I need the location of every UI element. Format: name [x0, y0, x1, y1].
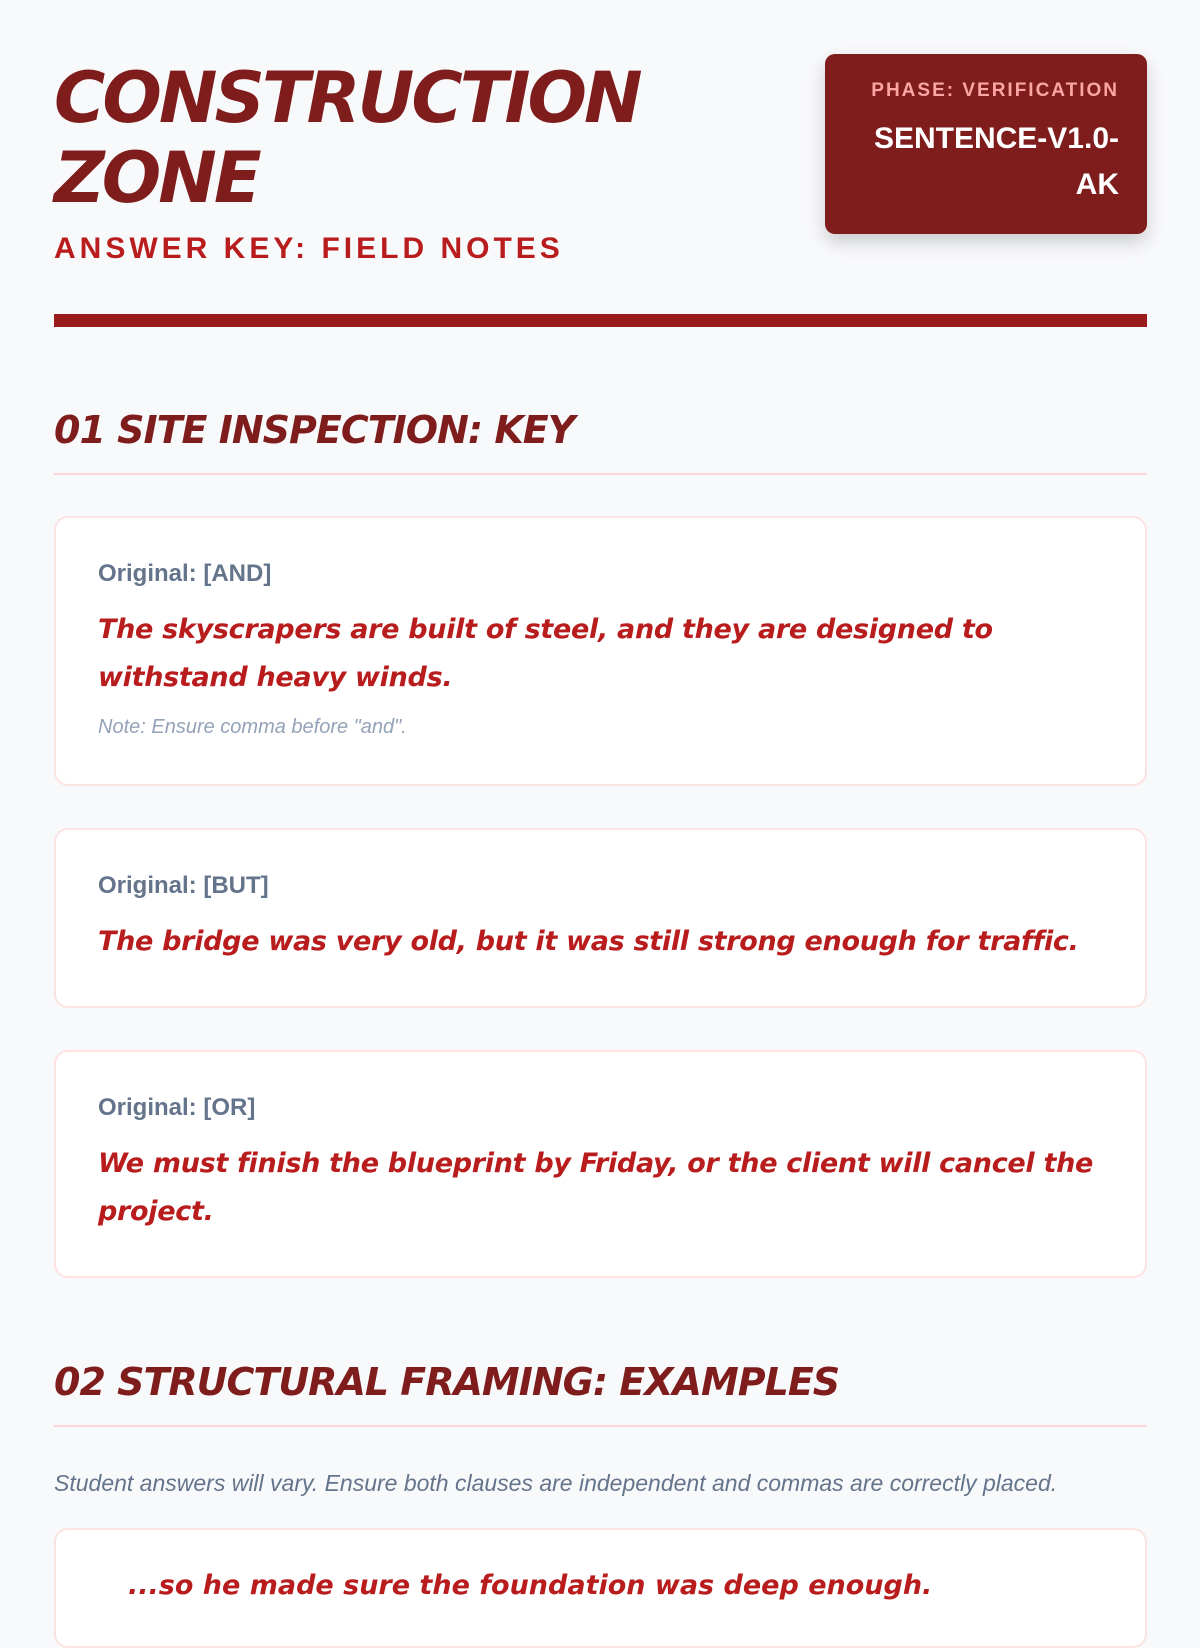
section-divider: [54, 473, 1147, 475]
card-original-label: Original: [BUT]: [98, 872, 269, 899]
card-original-label: Original: [OR]: [98, 1094, 256, 1121]
card-original-label: Original: [AND]: [98, 560, 272, 587]
card-answer-text: The skyscrapers are built of steel, and they are designed to withstand heavy winds.: [98, 614, 993, 693]
page-title: [54, 58, 774, 218]
card-answer-text: The bridge was very old, but it was still strong enough for traffic.: [98, 926, 1079, 957]
section-title-site-inspection: 01 SITE INSPECTION: KEY: [54, 408, 575, 452]
header-divider: [54, 314, 1147, 327]
phase-code: SENTENCE-V1.0-AK: [873, 122, 1119, 201]
phase-badge: [825, 54, 1147, 234]
phase-label: PHASE: VERIFICATION: [871, 80, 1119, 101]
answer-card-but: [54, 828, 1147, 1008]
page-subtitle: ANSWER KEY: FIELD NOTES: [54, 232, 564, 265]
section-intro-note: Student answers will vary. Ensure both clauses are independent and commas are correctly placed.: [54, 1470, 1058, 1496]
card-note: Note: Ensure comma before "and".: [98, 716, 407, 738]
answer-key-page: [54, 0, 1147, 1601]
answer-card-and: [54, 516, 1147, 786]
answer-card-or: [54, 1050, 1147, 1278]
card-answer-text: We must finish the blueprint by Friday, or the client will cancel the project.: [98, 1148, 1094, 1227]
example-card: [54, 1528, 1147, 1648]
section-title-structural-framing: 02 STRUCTURAL FRAMING: EXAMPLES: [54, 1360, 840, 1404]
page-title-line-1: CONSTRUCTION: [54, 57, 640, 139]
page-header: [54, 0, 1147, 330]
example-answer-text: ...so he made sure the foundation was deep enough.: [128, 1570, 933, 1601]
page-title-line-2: ZONE: [54, 137, 259, 219]
section-divider: [54, 1425, 1147, 1427]
